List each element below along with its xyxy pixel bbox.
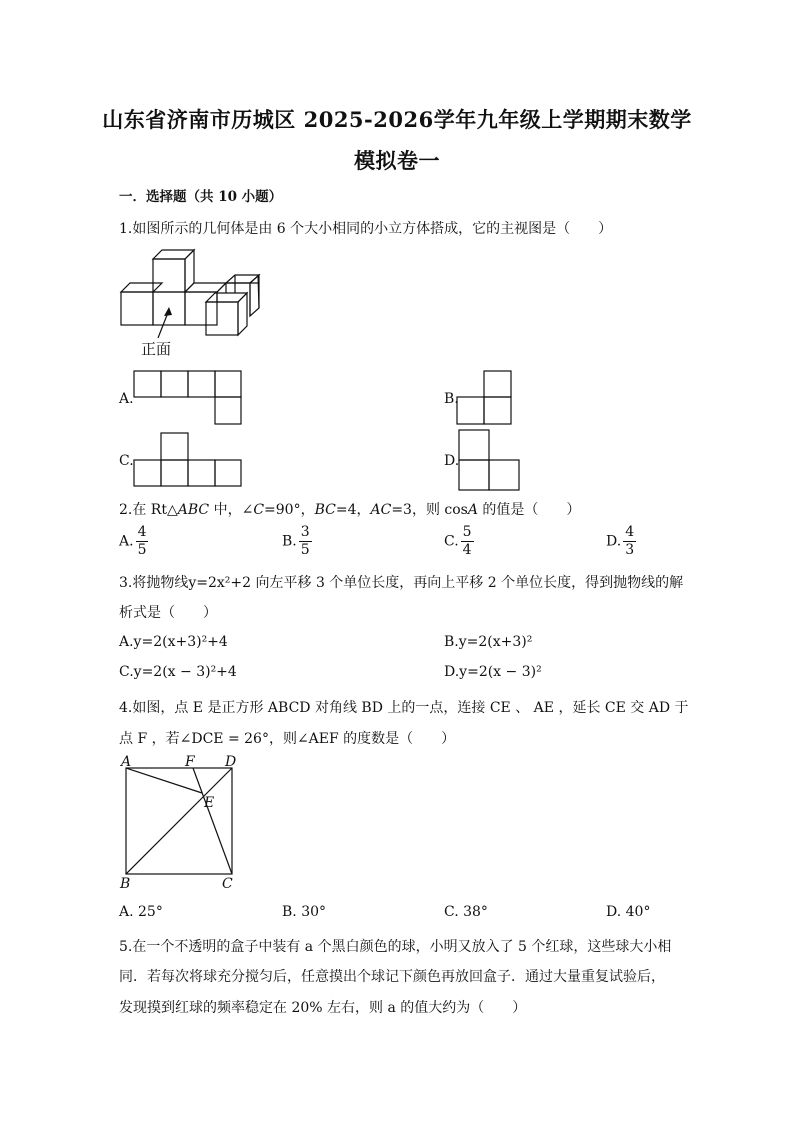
q4-stem-line2: 点 F ，若∠DCE = 26°，则∠AEF 的度数是（ ） (119, 731, 456, 747)
q2-stem-part: =90°， (264, 502, 315, 518)
q2-stem (119, 499, 580, 519)
q4-label-a: A (121, 754, 132, 770)
q1-option-d-figure (459, 430, 524, 492)
fraction: $\frac{4}{3}$ (625, 524, 635, 558)
q1-option-d-label: D. (444, 453, 460, 469)
q5-stem-line1: 5.在一个不透明的盒子中装有 a 个黑白颜色的球，小明又放入了 5 个红球，这些球大小相 (119, 939, 672, 955)
fraction: $\frac{3}{5}$ (300, 524, 310, 558)
section-heading: 一．选择题（共 10 小题） (119, 189, 283, 205)
q1-option-c-figure (134, 433, 244, 489)
q2-stem-bc: BC (314, 502, 336, 518)
q2-stem-part: 的值是（ ） (477, 502, 581, 518)
q2-stem-abc: ABC (177, 502, 210, 518)
q2-option-b (282, 524, 312, 559)
doc-title-line2: 模拟卷一 (354, 148, 440, 173)
q2-stem-a: A (467, 502, 478, 518)
doc-title-line1: 山东省济南市历城区 2025-2026学年九年级上学期期末数学 (102, 107, 692, 132)
q1-option-b-figure (457, 371, 517, 427)
option-label: C. (444, 533, 459, 550)
q1-option-b-label: B. (444, 391, 459, 407)
q4-label-b: B (120, 876, 131, 892)
q4-label-e: E (204, 795, 215, 811)
q2-stem-part: 中，∠ (209, 502, 254, 518)
q2-stem-part: 2.在 Rt△ (119, 502, 178, 518)
q4-option-b: B. 30° (282, 904, 327, 920)
q2-option-c (444, 524, 474, 559)
q4-label-c: C (222, 876, 233, 892)
q4-option-c: C. 38° (444, 904, 488, 920)
q3-stem-line2: 析式是（ ） (119, 605, 217, 621)
q3-option-a: A.y=2(x+3)²+4 (119, 634, 228, 650)
option-label: D. (606, 533, 622, 550)
q2-stem-part: =3，则 cos (391, 502, 468, 518)
q3-stem-line1: 3.将抛物线y=2x²+2 向左平移 3 个单位长度，再向上平移 2 个单位长度，得到抛物线的解 (119, 575, 684, 591)
q5-stem-line2: 同．若每次将球充分搅匀后，任意摸出个球记下颜色再放回盒子．通过大量重复试验后， (119, 969, 665, 985)
q1-option-a-figure (134, 371, 244, 427)
q3-option-c: C.y=2(x − 3)²+4 (119, 664, 237, 680)
fraction: $\frac{4}{5}$ (137, 524, 147, 558)
q4-square-figure (118, 754, 243, 894)
q4-stem-line1: 4.如图，点 E 是正方形 ABCD 对角线 BD 上的一点，连接 CE 、 AE ，延长 CE 交 AD 于 (119, 700, 689, 716)
q1-solid-figure (118, 250, 268, 360)
option-label: A. (119, 533, 134, 550)
q1-stem: 1.如图所示的几何体是由 6 个大小相同的小立方体搭成，它的主视图是（ ） (119, 221, 613, 237)
q3-option-b: B.y=2(x+3)² (444, 634, 533, 650)
q4-label-f: F (185, 754, 195, 770)
q1-option-a-label: A. (119, 391, 134, 407)
q2-option-d (606, 524, 636, 559)
q3-option-d: D.y=2(x − 3)² (444, 664, 542, 680)
q2-option-a (119, 524, 148, 559)
q1-front-label: 正面 (141, 340, 172, 358)
fraction: $\frac{5}{4}$ (462, 524, 472, 558)
q1-option-c-label: C. (119, 453, 134, 469)
q2-stem-part: =4， (335, 502, 371, 518)
q2-stem-c: C (253, 502, 265, 518)
q4-option-a: A. 25° (119, 904, 163, 920)
q5-stem-line3: 发现摸到红球的频率稳定在 20% 左右，则 a 的值大约为（ ） (119, 1000, 527, 1016)
q2-stem-ac: AC (370, 502, 392, 518)
q4-label-d: D (225, 754, 237, 770)
q4-option-d: D. 40° (606, 904, 651, 920)
option-label: B. (282, 533, 297, 550)
